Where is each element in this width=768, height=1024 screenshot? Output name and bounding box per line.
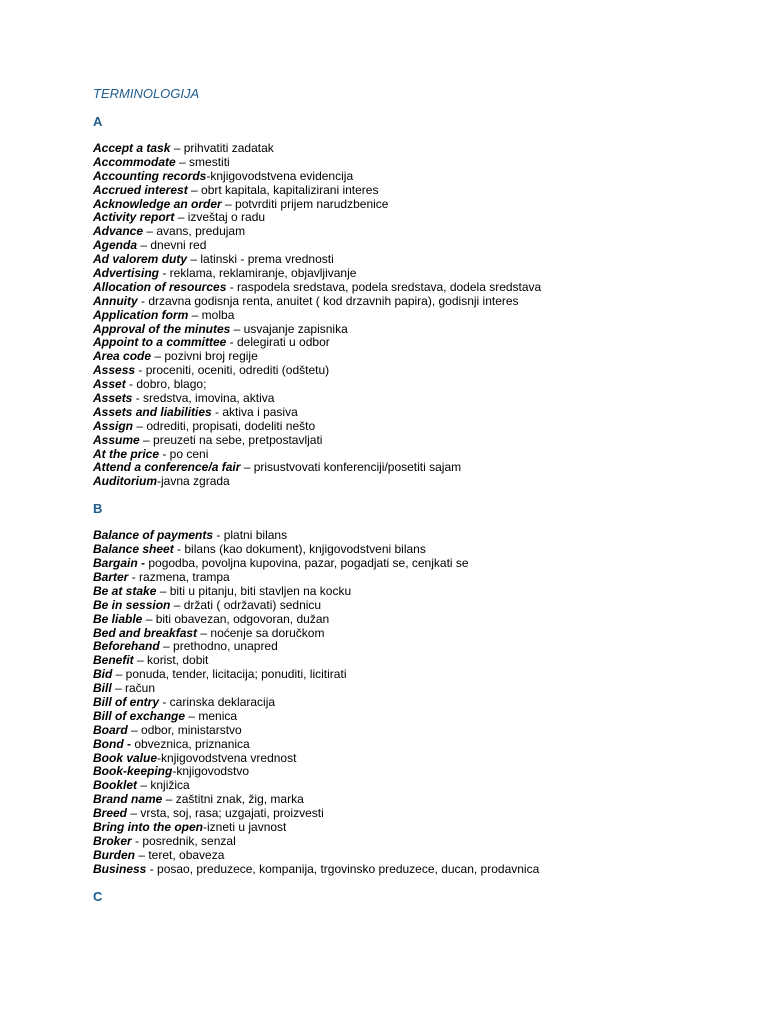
entry-term: Accommodate [93, 154, 176, 169]
entry-term: Agenda [93, 238, 138, 253]
entry-term: Be at stake [93, 583, 157, 598]
entry-definition: – vrsta, soj, rasa; uzgajati, proizvesti [127, 806, 324, 821]
entry-definition: – prisustvovati konferenciji/posetiti sajam [240, 460, 462, 475]
glossary-entry [93, 821, 753, 835]
glossary-entry [93, 835, 753, 849]
entry-definition: – izveštaj o radu [174, 210, 266, 225]
glossary-entry [93, 309, 753, 323]
entry-term: Application form [93, 307, 189, 322]
glossary-entry [93, 448, 753, 462]
entry-definition: – odbor, ministarstvo [127, 722, 242, 737]
glossary-entry [93, 640, 753, 654]
entry-term: Bargain - [93, 556, 146, 571]
glossary-entry [93, 585, 753, 599]
entry-term: Allocation of resources [93, 279, 227, 294]
letter-heading-b: B [93, 501, 103, 517]
glossary-entry [93, 434, 753, 448]
entry-term: Activity report [93, 210, 175, 225]
entry-definition: – prethodno, unapred [159, 639, 278, 654]
entry-term: Advance [93, 224, 144, 239]
glossary-entry [93, 461, 753, 475]
document-page [93, 86, 753, 917]
glossary-entry [93, 654, 753, 668]
glossary-entry [93, 156, 753, 170]
entry-definition: -knjigovodstvena vrednost [157, 750, 297, 765]
entry-definition: – odrediti, propisati, dodeliti nešto [133, 418, 316, 433]
entry-term: Bed and breakfast [93, 625, 198, 640]
glossary-entry [93, 529, 753, 543]
entry-term: Auditorium [93, 474, 157, 489]
glossary-entry [93, 599, 753, 613]
glossary-entry [93, 668, 753, 682]
glossary-entry [93, 198, 753, 212]
glossary-entry [93, 142, 753, 156]
entry-term: Booklet [93, 778, 138, 793]
entry-definition: – biti u pitanju, biti stavljen na kocku [156, 583, 352, 598]
entry-term: Be in session [93, 597, 171, 612]
entry-definition: – molba [188, 307, 235, 322]
entry-term: Assess [93, 363, 136, 378]
glossary-entry [93, 682, 753, 696]
entry-definition: – teret, obaveza [135, 847, 225, 862]
entry-definition: - po ceni [159, 446, 209, 461]
glossary-entry [93, 696, 753, 710]
entry-term: At the price [93, 446, 160, 461]
entry-definition: – noćenje sa doručkom [197, 625, 325, 640]
glossary-entry [93, 752, 753, 766]
entry-definition: – pozivni broj regije [151, 349, 258, 364]
entry-term: Accrued interest [93, 182, 188, 197]
entry-definition: -izneti u javnost [203, 819, 287, 834]
section-a [93, 114, 753, 489]
entry-definition: -javna zgrada [157, 474, 230, 489]
section-c [93, 889, 753, 905]
entry-definition: – knjižica [137, 778, 190, 793]
document-title: TERMINOLOGIJA [93, 86, 200, 101]
glossary-entry [93, 543, 753, 557]
letter-heading-c: C [93, 888, 103, 904]
glossary-entry [93, 406, 753, 420]
entry-definition: – korist, dobit [133, 653, 209, 668]
entry-term: Beforehand [93, 639, 160, 654]
entry-definition: - bilans (kao dokument), knjigovodstveni bilans [173, 542, 426, 557]
glossary-entry [93, 253, 753, 267]
entry-term: Benefit [93, 653, 134, 668]
entry-definition: – dnevni red [137, 238, 207, 253]
entry-term: Be liable [93, 611, 143, 626]
entry-definition: – avans, predujam [143, 224, 246, 239]
entry-term: Brand name [93, 792, 163, 807]
entry-definition: – zaštitni znak, žig, marka [162, 792, 304, 807]
glossary-entry [93, 323, 753, 337]
entry-term: Appoint to a committee [93, 335, 227, 350]
entry-term: Assets [93, 391, 133, 406]
glossary-entry [93, 211, 753, 225]
entry-definition: - proceniti, oceniti, odrediti (odštetu) [135, 363, 330, 378]
entry-definition: -knjigovodstvena evidencija [206, 168, 354, 183]
glossary-entry [93, 807, 753, 821]
glossary-entry [93, 724, 753, 738]
glossary-entry [93, 184, 753, 198]
entry-definition: – preuzeti na sebe, pretpostavljati [139, 432, 323, 447]
entry-definition: -knjigovodstvo [172, 764, 250, 779]
entry-definition: - reklama, reklamiranje, objavljivanje [159, 266, 357, 281]
entry-list-a [93, 142, 753, 489]
glossary-entry [93, 613, 753, 627]
entry-definition: pogodba, povoljna kupovina, pazar, pogadjati se, cenjkati se [145, 556, 469, 571]
entry-definition: – držati ( održavati) sednicu [170, 597, 322, 612]
glossary-entry [93, 710, 753, 724]
entry-term: Approval of the minutes [93, 321, 231, 336]
entry-term: Book-keeping [93, 764, 173, 779]
entry-term: Assets and liabilities [93, 404, 212, 419]
entry-definition: - dobro, blago; [125, 377, 207, 392]
glossary-entry [93, 557, 753, 571]
glossary-entry [93, 225, 753, 239]
entry-term: Breed [93, 806, 128, 821]
entry-term: Book value [93, 750, 158, 765]
entry-definition: – ponuda, tender, licitacija; ponuditi, licitirati [112, 667, 347, 682]
entry-term: Business [93, 861, 147, 876]
entry-term: Area code [93, 349, 152, 364]
entry-definition: - razmena, trampa [128, 569, 230, 584]
glossary-entry [93, 779, 753, 793]
glossary-entry [93, 281, 753, 295]
glossary-entry [93, 765, 753, 779]
glossary-entry [93, 378, 753, 392]
entry-term: Bill of entry [93, 694, 160, 709]
entry-term: Barter [93, 569, 129, 584]
glossary-entry [93, 420, 753, 434]
entry-definition: - platni bilans [213, 528, 288, 543]
entry-term: Bring into the open [93, 819, 203, 834]
letter-heading-a: A [93, 114, 103, 129]
entry-term: Attend a conference/a fair [93, 460, 241, 475]
entry-term: Acknowledge an order [93, 196, 222, 211]
entry-term: Broker [93, 833, 132, 848]
glossary-entry [93, 863, 753, 877]
glossary-entry [93, 475, 753, 489]
entry-term: Burden [93, 847, 135, 862]
entry-term: Bid [93, 667, 113, 682]
glossary-entry [93, 849, 753, 863]
entry-term: Bill of exchange [93, 708, 186, 723]
glossary-entry [93, 793, 753, 807]
entry-definition: obveznica, priznanica [131, 736, 250, 751]
entry-definition: – obrt kapitala, kapitalizirani interes [187, 182, 379, 197]
entry-term: Ad valorem duty [93, 252, 188, 267]
entry-definition: – prihvatiti zadatak [170, 141, 274, 155]
entry-definition: – usvajanje zapisnika [230, 321, 348, 336]
entry-definition: - sredstva, imovina, aktiva [132, 391, 275, 406]
entry-term: Board [93, 722, 128, 737]
entry-term: Accept a task [93, 141, 171, 155]
glossary-entry [93, 336, 753, 350]
glossary-entry [93, 267, 753, 281]
entry-term: Balance of payments [93, 528, 214, 543]
glossary-entry [93, 170, 753, 184]
entry-term: Bill [93, 681, 112, 696]
entry-term: Asset [93, 377, 126, 392]
glossary-entry [93, 295, 753, 309]
entry-definition: – potvrditi prijem narudzbenice [221, 196, 389, 211]
glossary-entry [93, 571, 753, 585]
entry-term: Assume [93, 432, 140, 447]
section-b [93, 501, 753, 876]
entry-definition: - posrednik, senzal [131, 833, 236, 848]
entry-definition: - aktiva i pasiva [211, 404, 298, 419]
entry-term: Annuity [93, 293, 138, 308]
glossary-entry [93, 350, 753, 364]
entry-definition: – smestiti [175, 154, 230, 169]
entry-term: Advertising [93, 266, 160, 281]
entry-list-b [93, 529, 753, 876]
entry-definition: – menica [185, 708, 238, 723]
glossary-entry [93, 364, 753, 378]
glossary-entry [93, 738, 753, 752]
entry-definition: - drzavna godisnja renta, anuitet ( kod drzavnih papira), godisnji interes [137, 293, 519, 308]
entry-term: Assign [93, 418, 134, 433]
entry-definition: - carinska deklaracija [159, 694, 276, 709]
entry-definition: - raspodela sredstava, podela sredstava, dodela sredstava [226, 279, 542, 294]
glossary-entry [93, 392, 753, 406]
entry-term: Balance sheet [93, 542, 174, 557]
entry-definition: - delegirati u odbor [226, 335, 330, 350]
glossary-entry [93, 239, 753, 253]
entry-definition: - posao, preduzece, kompanija, trgovinsko preduzece, ducan, prodavnica [146, 861, 540, 876]
entry-term: Accounting records [93, 168, 207, 183]
entry-definition: – latinski - prema vrednosti [187, 252, 334, 267]
entry-definition: – račun [111, 681, 156, 696]
entry-definition: – biti obavezan, odgovoran, dužan [142, 611, 330, 626]
entry-term: Bond - [93, 736, 131, 751]
glossary-entry [93, 627, 753, 641]
